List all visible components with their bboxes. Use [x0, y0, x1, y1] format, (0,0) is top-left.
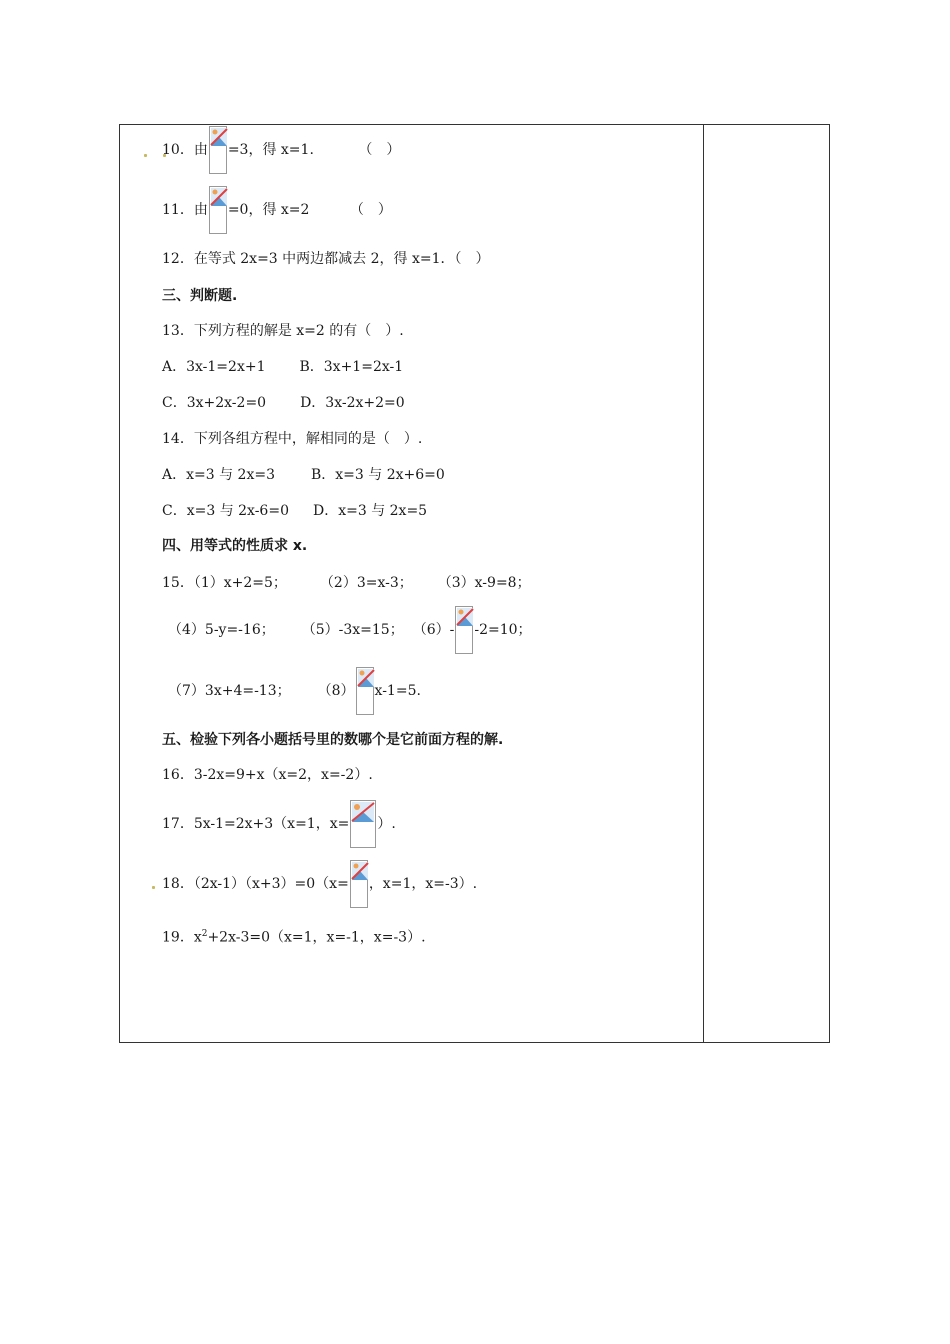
question-15-row1: 15．（1）x+2=5； （2）3=x-3； （3）x-9=8；: [162, 575, 531, 591]
question-13-options-cd: C．3x+2x-2=0 D．3x-2x+2=0: [162, 395, 405, 411]
question-17: 17．5x-1=2x+3（x=1，x= ）.: [162, 800, 396, 848]
question-14: 14．下列各组方程中，解相同的是（ ）.: [162, 431, 423, 447]
column-divider: [703, 124, 704, 1043]
question-15-row2: （4）5-y=-16； （5）-3x=15； （6）- -2=10；: [168, 606, 532, 654]
question-11: 11．由 =0，得 x=2 （ ）: [162, 186, 392, 234]
question-14-options-ab: A．x=3 与 2x=3 B．x=3 与 2x+6=0: [162, 467, 445, 483]
section-3-heading: 三、判断题.: [162, 288, 238, 304]
question-12: 12．在等式 2x=3 中两边都减去 2，得 x=1．（ ）: [162, 251, 490, 267]
mark-dot: [144, 154, 147, 157]
broken-image-icon: [356, 667, 374, 715]
section-5-heading: 五、检验下列各小题括号里的数哪个是它前面方程的解.: [162, 732, 504, 748]
question-15-row3: （7）3x+4=-13； （8） x-1=5.: [168, 667, 421, 715]
question-14-options-cd: C．x=3 与 2x-6=0 D．x=3 与 2x=5: [162, 503, 428, 519]
broken-image-icon: [350, 800, 376, 848]
question-18: 18．（2x-1）（x+3）=0（x= ，x=1，x=-3）.: [162, 860, 477, 908]
broken-image-icon: [209, 126, 227, 174]
question-13-options-ab: A．3x-1=2x+1 B．3x+1=2x-1: [162, 359, 404, 375]
question-10: 10．由 =3，得 x=1. （ ）: [162, 126, 400, 174]
question-19: 19．$x^2+2x-3=0(x=1$，x=-1，x=-3）.: [162, 929, 426, 946]
question-16: 16．3-2x=9+x（x=2，x=-2）.: [162, 767, 373, 783]
broken-image-icon: [455, 606, 473, 654]
mark-dot: [152, 886, 155, 889]
broken-image-icon: [350, 860, 368, 908]
question-13: 13．下列方程的解是 x=2 的有（ ）.: [162, 323, 404, 339]
broken-image-icon: [209, 186, 227, 234]
section-4-heading: 四、用等式的性质求 x.: [162, 538, 308, 554]
